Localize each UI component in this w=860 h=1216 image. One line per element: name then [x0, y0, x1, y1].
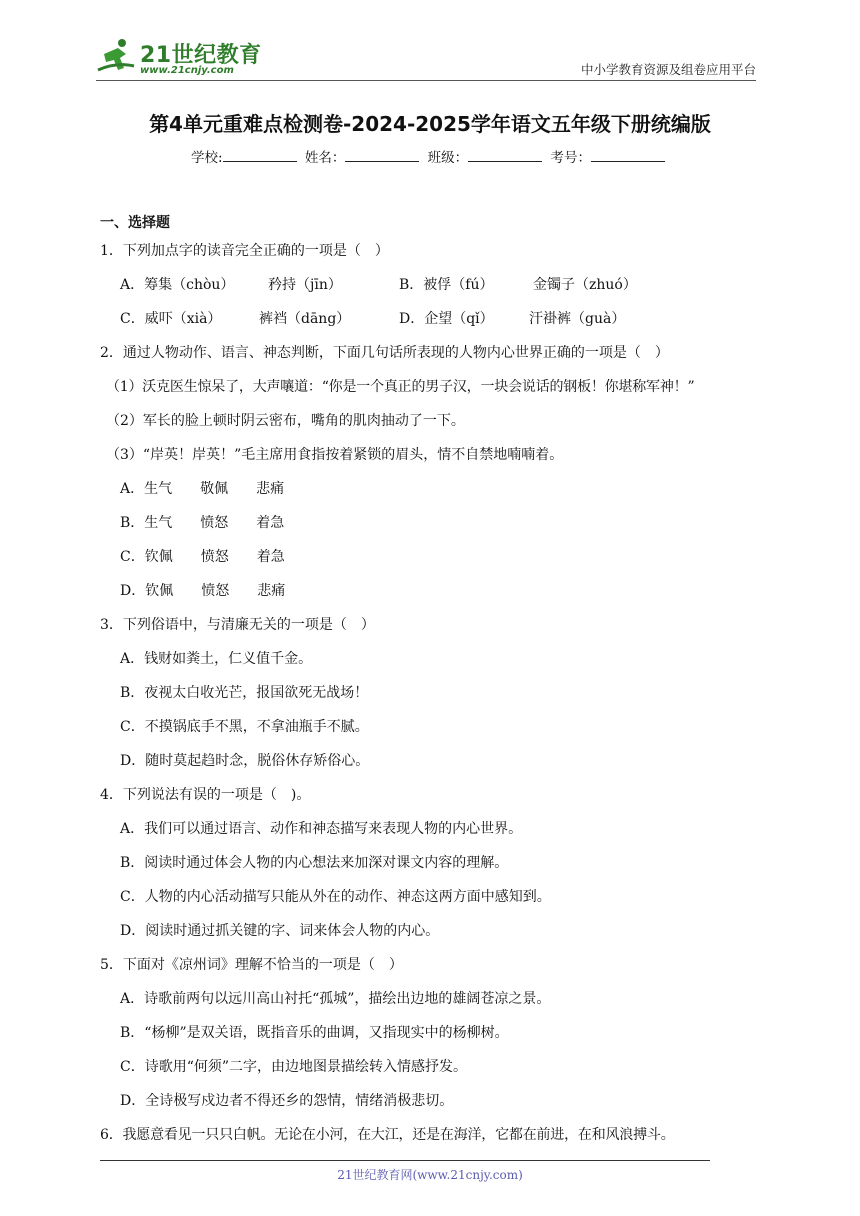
q4-option-b: B．阅读时通过体会人物的内心想法来加深对课文内容的理解。	[120, 855, 509, 871]
runner-logo-icon	[96, 36, 136, 76]
question-1-stem: 1．下列加点字的读音完全正确的一项是（ ）	[100, 243, 389, 259]
q3-option-b: B．夜视太白收光芒，报国欲死无战场！	[120, 685, 369, 701]
footer-divider	[100, 1160, 710, 1161]
q1-option-d2: 汗褂裤（guà）	[529, 311, 626, 327]
q1-option-a1: A．筹集（chòu）	[120, 277, 235, 293]
class-blank	[468, 149, 542, 162]
footer-text: 21世纪教育网(www.21cnjy.com)	[337, 1168, 523, 1182]
q2-sentence-1: （1）沃克医生惊呆了，大声嚷道：“你是一个真正的男子汉，一块会说话的钢板！你堪称军神！”	[106, 379, 695, 395]
q1-option-d1: D．企望（qǐ）	[399, 311, 494, 327]
q3-option-d: D．随时莫起趋时念，脱俗休存矫俗心。	[120, 753, 370, 769]
logo-url: www.21cnjy.com	[140, 65, 234, 76]
q5-option-d: D．全诗极写戍边者不得还乡的怨情，情绪消极悲切。	[120, 1093, 454, 1109]
name-label: 姓名：	[304, 150, 346, 166]
question-3-stem: 3．下列俗语中，与清廉无关的一项是（ ）	[100, 617, 375, 633]
student-info-row	[0, 146, 860, 166]
question-2-stem: 2．通过人物动作、语言、神态判断，下面几句话所表现的人物内心世界正确的一项是（ ）	[100, 345, 669, 361]
q5-option-b: B．“杨柳”是双关语，既指音乐的曲调，又指现实中的杨柳树。	[120, 1025, 509, 1041]
name-blank	[345, 149, 419, 162]
q2-option-c: C．钦佩 愤怒 着急	[120, 549, 285, 565]
school-label: 学校:	[191, 150, 223, 166]
page-title: 第4单元重难点检测卷-2024-2025学年语文五年级下册统编版	[149, 112, 711, 136]
section-heading: 一、选择题	[100, 215, 170, 231]
question-5-stem: 5．下面对《凉州词》理解不恰当的一项是（ ）	[100, 957, 403, 973]
school-blank	[223, 149, 297, 162]
q4-option-d: D．阅读时通过抓关键的字、词来体会人物的内心。	[120, 923, 440, 939]
number-blank	[591, 149, 665, 162]
q2-option-a: A．生气 敬佩 悲痛	[120, 481, 285, 497]
platform-label: 中小学教育资源及组卷应用平台	[580, 62, 756, 77]
q2-sentence-3: （3）“岸英！岸英！”毛主席用食指按着紧锁的眉头，情不自禁地喃喃着。	[106, 447, 564, 463]
question-4-stem: 4．下列说法有误的一项是（ )。	[100, 787, 311, 803]
logo	[96, 36, 266, 80]
q5-option-c: C．诗歌用“何须”二字，由边地图景描绘转入情感抒发。	[120, 1059, 468, 1075]
q1-option-a2: 矜持（jīn）	[268, 277, 342, 293]
q5-option-a: A．诗歌前两句以远川高山衬托“孤城”，描绘出边地的雄阔苍凉之景。	[120, 991, 551, 1007]
class-label: 班级：	[427, 150, 469, 166]
q4-option-a: A．我们可以通过语言、动作和神态描写来表现人物的内心世界。	[120, 821, 523, 837]
q2-option-d: D．钦佩 愤怒 悲痛	[120, 583, 286, 599]
q1-option-b1: B．被俘（fú）	[399, 277, 494, 293]
q1-option-c1: C．威吓（xià）	[120, 311, 222, 327]
logo-text: 21世纪教育	[140, 43, 262, 68]
q1-option-c2: 裤裆（dāng）	[259, 311, 351, 327]
q1-option-b2: 金镯子（zhuó）	[533, 277, 637, 293]
q4-option-c: C．人物的内心活动描写只能从外在的动作、神态这两方面中感知到。	[120, 889, 551, 905]
question-6-stem: 6．我愿意看见一只只白帆。无论在小河，在大江，还是在海洋，它都在前进，在和风浪搏斗。	[100, 1127, 675, 1143]
header-divider	[96, 80, 756, 81]
q2-sentence-2: （2）军长的脸上顿时阴云密布，嘴角的肌肉抽动了一下。	[106, 413, 465, 429]
q3-option-a: A．钱财如粪土，仁义值千金。	[120, 651, 313, 667]
number-label: 考号：	[550, 150, 591, 166]
q2-option-b: B．生气 愤怒 着急	[120, 515, 285, 531]
q3-option-c: C．不摸锅底手不黑，不拿油瓶手不腻。	[120, 719, 369, 735]
